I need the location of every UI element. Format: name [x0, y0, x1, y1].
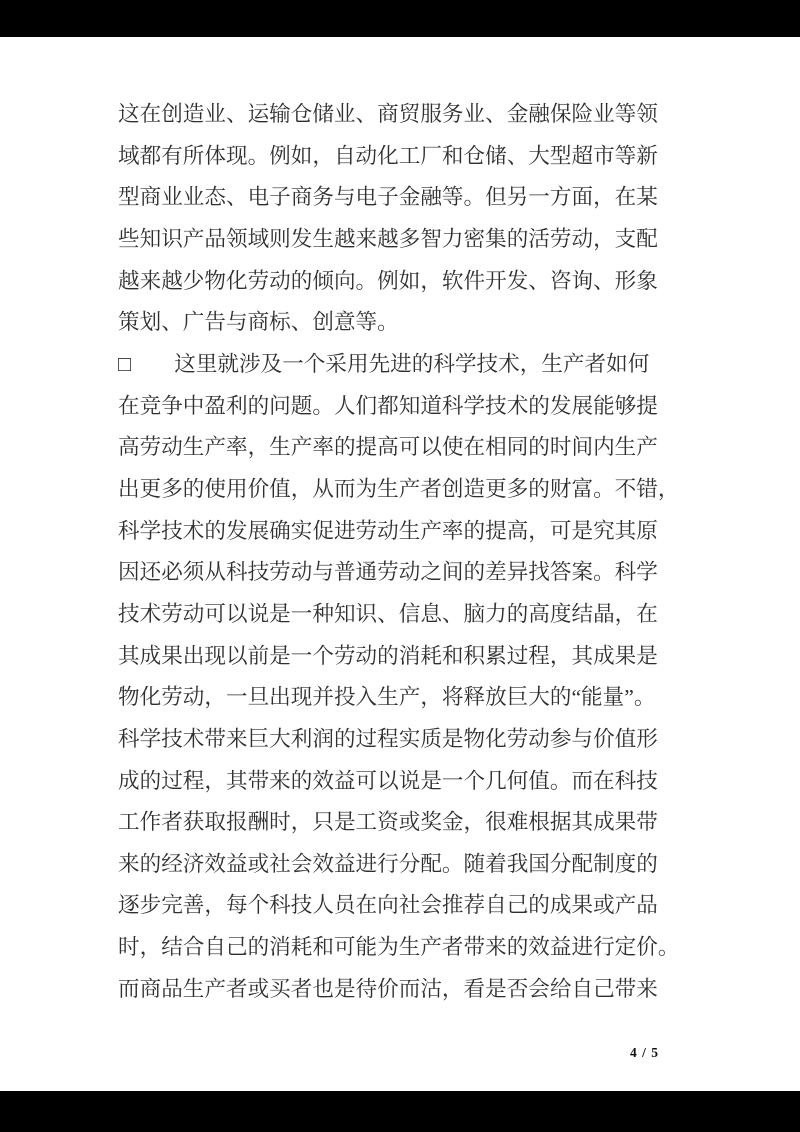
page-number: 4 / 5	[630, 1045, 660, 1060]
document-page	[0, 37, 800, 1091]
text-line: 物化劳动，一旦出现并投入生产，将释放巨大的“能量”。	[118, 685, 656, 710]
text-line: 技术劳动可以说是一种知识、信息、脑力的高度结晶，在	[118, 601, 658, 626]
text-line: 这在创造业、运输仓储业、商贸服务业、金融保险业等领	[118, 102, 658, 126]
text-line: 因还必须从科技劳动与普通劳动之间的差异找答案。科学	[118, 560, 658, 585]
text-line: 高劳动生产率，生产率的提高可以使在相同的时间内生产	[118, 435, 658, 460]
text-line: 科学技术带来巨大利润的过程实质是物化劳动参与价值形	[118, 726, 658, 751]
text-block	[118, 94, 680, 1010]
text-line: 域都有所体现。例如，自动化工厂和仓储、大型超市等新	[118, 143, 658, 168]
text-line: 其成果出现以前是一个劳动的消耗和积累过程，其成果是	[118, 643, 658, 668]
text-line: 逐步完善，每个科技人员在向社会推荐自己的成果或产品	[118, 893, 658, 918]
text-line: 时，结合自己的消耗和可能为生产者带来的效益进行定价。	[118, 935, 680, 960]
text-line: 些知识产品领域则发生越来越多智力密集的活劳动，支配	[118, 226, 658, 251]
viewer-background-top	[0, 0, 800, 37]
text-line: 成的过程，其带来的效益可以说是一个几何值。而在科技	[118, 768, 658, 793]
text-line: 策划、广告与商标、创意等。	[118, 310, 399, 335]
text-line: □ 这里就涉及一个采用先进的科学技术，生产者如何	[118, 351, 650, 376]
text-line: 越来越少物化劳动的倾向。例如，软件开发、咨询、形象	[118, 268, 658, 293]
text-line: 工作者获取报酬时，只是工资或奖金，很难根据其成果带	[118, 810, 658, 835]
text-line: 来的经济效益或社会效益进行分配。随着我国分配制度的	[118, 851, 658, 876]
text-line: 在竞争中盈利的问题。人们都知道科学技术的发展能够提	[118, 393, 658, 418]
text-line: 而商品生产者或买者也是待价而沽，看是否会给自己带来	[118, 976, 658, 1001]
text-line: 科学技术的发展确实促进劳动生产率的提高，可是究其原	[118, 518, 658, 543]
text-line: 出更多的使用价值，从而为生产者创造更多的财富。不错，	[118, 476, 680, 501]
viewer-background-bottom	[0, 1091, 800, 1132]
paragraph	[118, 344, 680, 1011]
paragraph	[118, 94, 664, 344]
text-line: 型商业业态、电子商务与电子金融等。但另一方面，在某	[118, 185, 658, 210]
